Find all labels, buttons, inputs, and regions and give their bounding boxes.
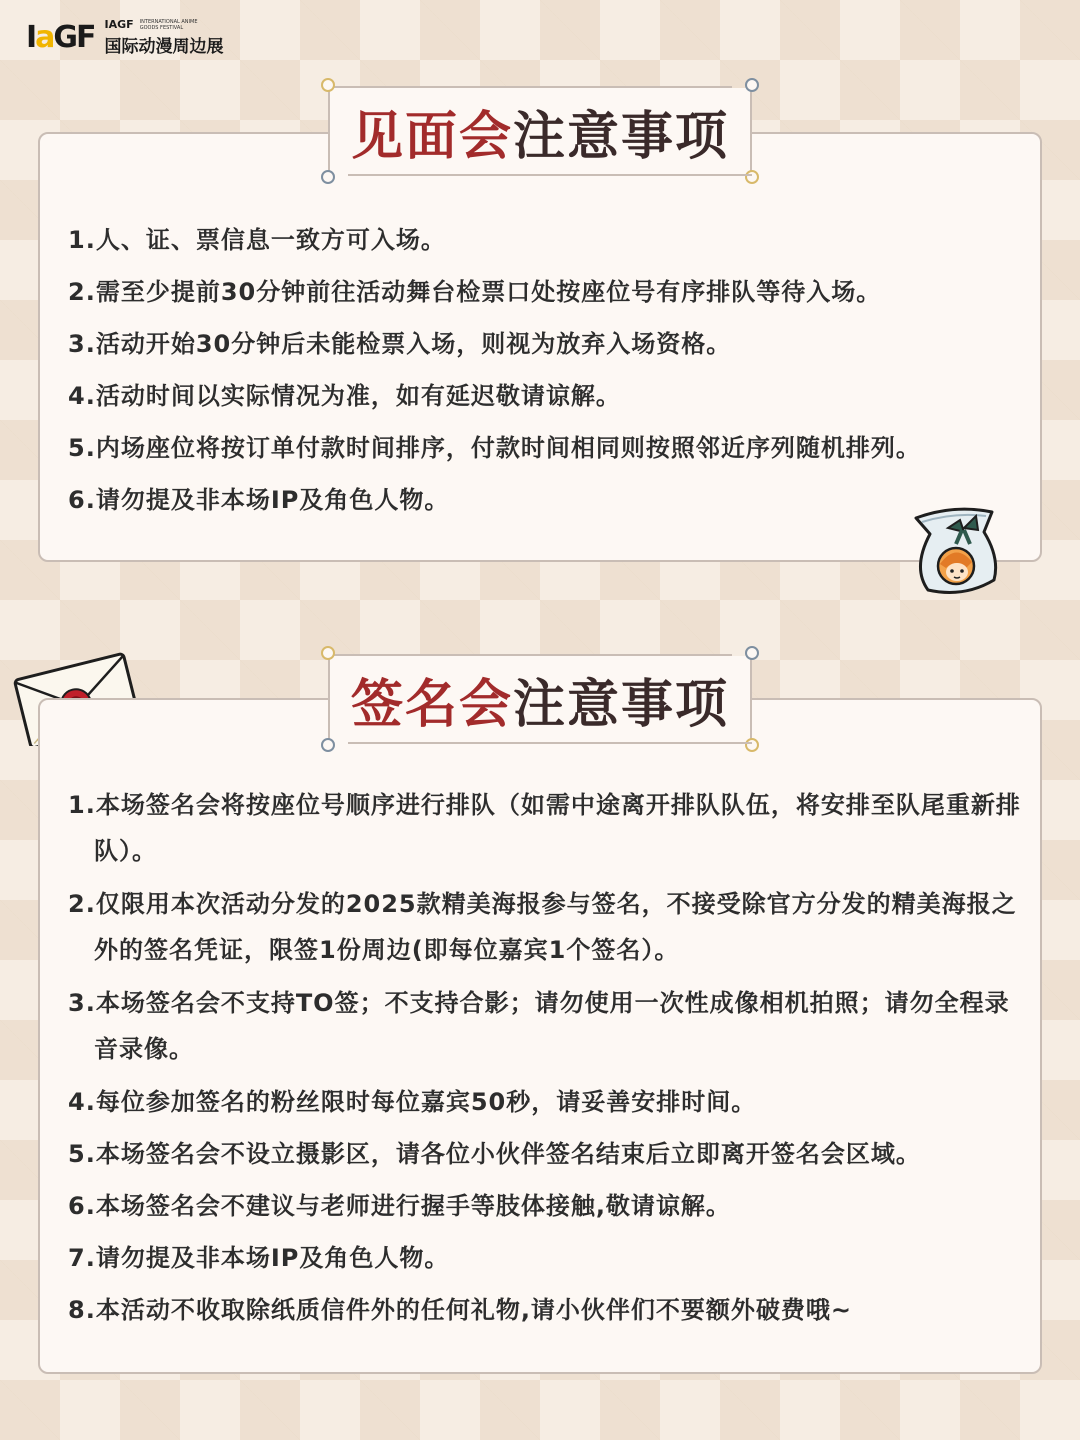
meet-greet-rule: 2.需至少提前30分钟前往活动舞台检票口处按座位号有序排队等待入场。 [68, 278, 882, 306]
corner-dot-icon [745, 78, 759, 92]
autograph-rule: 6.本场签名会不建议与老师进行握手等肢体接触,敬请谅解。 [68, 1192, 731, 1220]
autograph-rule: 1.本场签名会将按座位号顺序进行排队（如需中途离开排队队伍，将安排至队尾重新排队）。 [68, 791, 1021, 865]
corner-dot-icon [321, 738, 335, 752]
title-highlight: 签名会 [350, 673, 513, 735]
title-highlight: 见面会 [350, 105, 513, 167]
autograph-rule: 4.每位参加签名的粉丝限时每位嘉宾50秒，请妥善安排时间。 [68, 1088, 757, 1116]
autograph-title-box [328, 656, 752, 742]
corner-dot-icon [321, 170, 335, 184]
corner-dot-icon [321, 646, 335, 660]
meet-greet-rule: 5.内场座位将按订单付款时间排序，付款时间相同则按照邻近序列随机排列。 [68, 434, 921, 462]
autograph-rules-list [68, 782, 1032, 1339]
logo-subtitle: INTERNATIONAL ANIME GOODS FESTIVAL [139, 18, 198, 31]
meet-greet-title-box [328, 88, 752, 174]
meet-greet-rule: 6.请勿提及非本场IP及角色人物。 [68, 486, 450, 514]
title-rest: 注意事项 [513, 673, 730, 735]
logo-mark: IaGF [26, 19, 95, 55]
corner-dot-icon [321, 78, 335, 92]
autograph-rule: 3.本场签名会不支持TO签；不支持合影；请勿使用一次性成像相机拍照；请勿全程录音录像。 [68, 989, 1010, 1063]
meet-greet-rule: 4.活动时间以实际情况为准，如有延迟敬请谅解。 [68, 382, 621, 410]
logo-abbr: IAGF [104, 18, 134, 31]
logo-name-cn: 国际动漫周边展 [104, 37, 224, 57]
autograph-rule: 7.请勿提及非本场IP及角色人物。 [68, 1244, 450, 1272]
meet-greet-rule: 1.人、证、票信息一致方可入场。 [68, 226, 446, 254]
corner-dot-icon [745, 738, 759, 752]
autograph-rule: 2.仅限用本次活动分发的2025款精美海报参与签名，不接受除官方分发的精美海报之外的签名凭证，限签1份周边(即每位嘉宾1个签名）。 [68, 890, 1017, 964]
autograph-rule: 8.本活动不收取除纸质信件外的任何礼物,请小伙伴们不要额外破费哦~ [68, 1296, 853, 1324]
logo-text [105, 18, 224, 57]
corner-dot-icon [745, 170, 759, 184]
autograph-notice-panel [38, 698, 1042, 1374]
meet-greet-notice-panel [38, 132, 1042, 562]
meet-greet-title [351, 94, 729, 169]
corner-dot-icon [745, 646, 759, 660]
title-rest: 注意事项 [513, 105, 730, 167]
meet-greet-rules-list [68, 214, 1032, 526]
meet-greet-rule: 3.活动开始30分钟后未能检票入场，则视为放弃入场资格。 [68, 330, 732, 358]
autograph-title [351, 662, 729, 737]
candy-pouch-icon [904, 498, 1014, 602]
brand-logo [26, 18, 224, 57]
autograph-rule: 5.本场签名会不设立摄影区，请各位小伙伴签名结束后立即离开签名会区域。 [68, 1140, 921, 1168]
